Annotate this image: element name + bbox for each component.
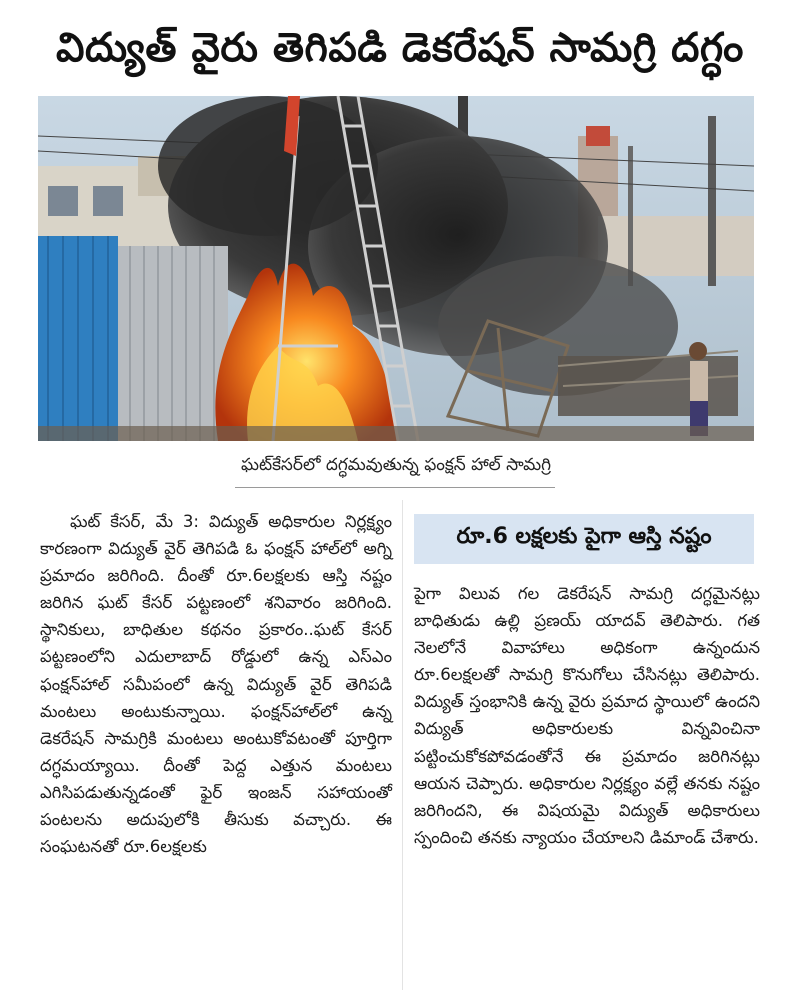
fire-photo (38, 96, 754, 441)
article-body-right (414, 580, 760, 980)
subheading: రూ.6 లక్షలకు పైగా ఆస్తి నష్టం (414, 514, 754, 564)
caption-divider (235, 487, 555, 488)
body-paragraph-left: ఘట్ కేసర్, మే 3: విద్యుత్ అధికారుల నిర్లక్ష్యం కారణంగా విద్యుత్ వైర్ తెగిపడి ఓ ఫంక్షన్ హాల్‌లో అగ్ని ప్రమాదం జరిగింది. దీంతో రూ.6లక్షలకు ఆస్తి నష్టం జరిగిన ఘట్ కేసర్ పట్టణంలో శనివారం జరిగింది. స్థానికులు, బాధితుల కథనం ప్రకారం..ఘట్ కేసర్ పట్టణంలోని ఎదులాబాద్ రోడ్డులో ఉన్న ఎస్ఎం ఫంక్షన్‌హాల్ సమీపంలో ఉన్న విద్యుత్ వైర్ తెగిపడి మంటలు అంటుకున్నాయి. ఫంక్షన్‌హాల్‌లో ఉన్న డెకరేషన్ సామగ్రికి మంటలు అంటుకోవటంతో పూర్తిగా దగ్ధమయ్యాయి. దీంతో పెద్ద ఎత్తున మంటలు ఎగిసిపడుతున్నడంతో ఫైర్ ఇంజన్ సహాయంతో పంటలను అదుపులోకి తీసుకు వచ్చారు. ఈ సంఘటనతో రూ.6లక్షలకు (40, 512, 392, 857)
body-paragraph-right: పైగా విలువ గల డెకరేషన్ సామగ్రి దగ్ధమైనట్లు బాధితుడు ఉల్లి ప్రణయ్ యాదవ్ తెలిపారు. గత నెలలోనే వివాహాలు అధికంగా ఉన్నందున రూ.6లక్షలతో సామగ్రి కొనుగోలు చేసినట్లు తెలిపారు. విద్యుత్ స్తంభానికి ఉన్న వైరు ప్రమాద స్థాయిలో ఉందని విద్యుత్ అధికారులకు విన్నవించినా పట్టించుకోకపోవడంతోనే ఈ ప్రమాదం జరిగినట్లు ఆయన చెప్పారు. అధికారుల నిర్లక్ష్యం వల్లే తనకు నష్టం జరిగిందని, ఈ విషయమై విద్యుత్ అధికారులు స్పందించి తనకు న్యాయం చేయాలని డిమాండ్ చేశారు. (414, 584, 760, 847)
article-body-left (40, 508, 392, 988)
photo-caption: ఘట్‌కేసర్‌లో దగ్ధమవుతున్న ఫంక్షన్ హాల్ సామగ్రి (240, 455, 552, 475)
headline: విద్యుత్ వైరు తెగిపడి డెకరేషన్ సామగ్రి దగ్ధం (56, 25, 744, 71)
column-divider (402, 500, 403, 990)
